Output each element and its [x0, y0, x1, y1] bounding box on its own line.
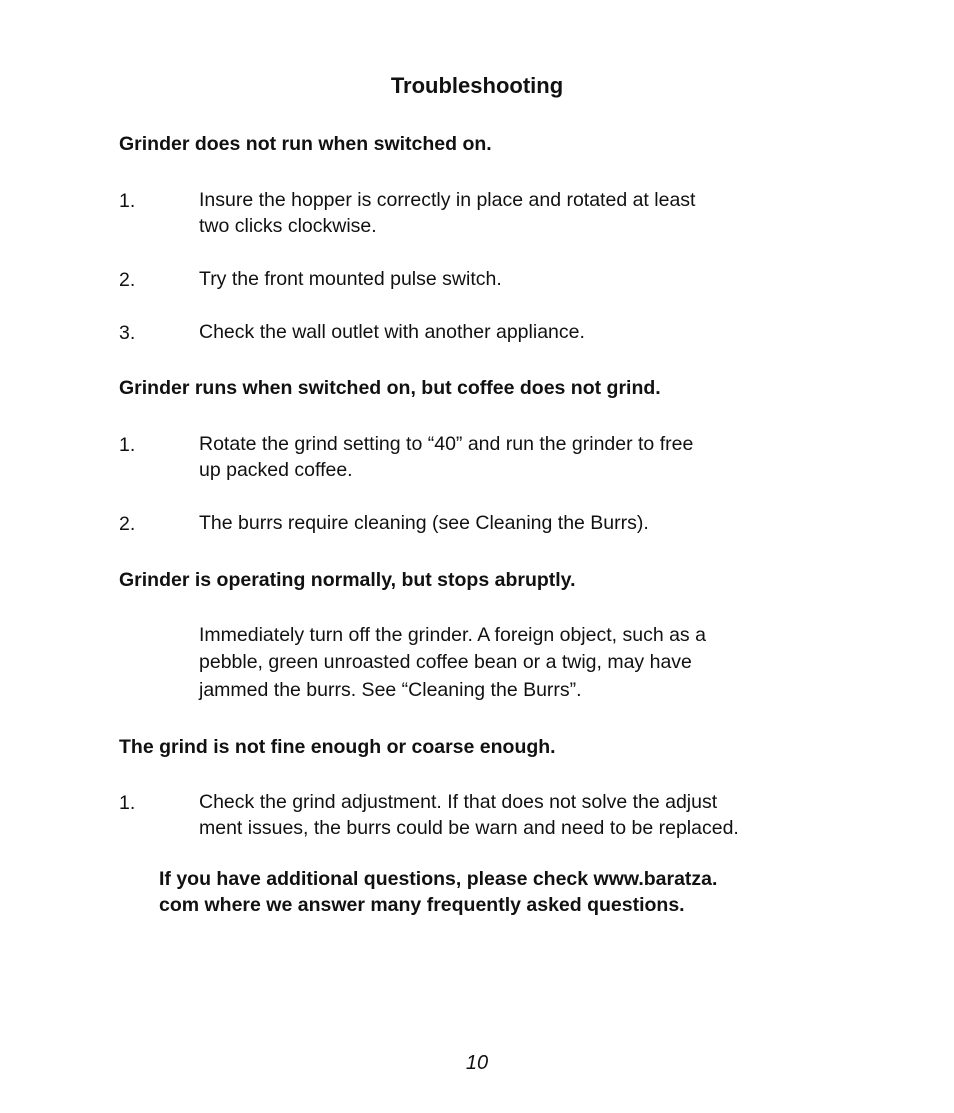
- item-number: 1.: [119, 792, 136, 814]
- paragraph-line: Immediately turn off the grinder. A foreign object, such as a: [199, 624, 706, 646]
- section-heading-grind-fineness: The grind is not fine enough or coarse enough.: [119, 736, 556, 758]
- page-title: Troubleshooting: [390, 73, 564, 98]
- paragraph-line: jammed the burrs. See “Cleaning the Burrs”.: [199, 679, 582, 701]
- item-text-line: Try the front mounted pulse switch.: [199, 268, 502, 290]
- item-number: 3.: [119, 322, 136, 344]
- section-heading-stops-abruptly: Grinder is operating normally, but stops abruptly.: [119, 569, 576, 591]
- closing-note-line: If you have additional questions, please check www.baratza.: [159, 868, 718, 890]
- item-text-line: Check the grind adjustment. If that does not solve the adjust: [199, 791, 718, 813]
- item-text-line: two clicks clockwise.: [199, 215, 377, 237]
- item-text-line: ment issues, the burrs could be warn and need to be replaced.: [199, 817, 739, 839]
- item-number: 2.: [119, 269, 136, 291]
- item-text-line: up packed coffee.: [199, 459, 353, 481]
- section-heading-no-run: Grinder does not run when switched on.: [119, 133, 492, 155]
- item-text-line: Rotate the grind setting to “40” and run the grinder to free: [199, 433, 694, 455]
- item-text-line: The burrs require cleaning (see Cleaning the Burrs).: [199, 512, 649, 534]
- page-number: 10: [465, 1052, 489, 1074]
- section-heading-no-grind: Grinder runs when switched on, but coffee does not grind.: [119, 377, 661, 399]
- item-number: 2.: [119, 513, 136, 535]
- paragraph-line: pebble, green unroasted coffee bean or a twig, may have: [199, 651, 692, 673]
- item-text-line: Insure the hopper is correctly in place and rotated at least: [199, 189, 696, 211]
- item-number: 1.: [119, 190, 136, 212]
- closing-note-line: com where we answer many frequently asked questions.: [159, 894, 685, 916]
- item-text-line: Check the wall outlet with another appliance.: [199, 321, 585, 343]
- item-number: 1.: [119, 434, 136, 456]
